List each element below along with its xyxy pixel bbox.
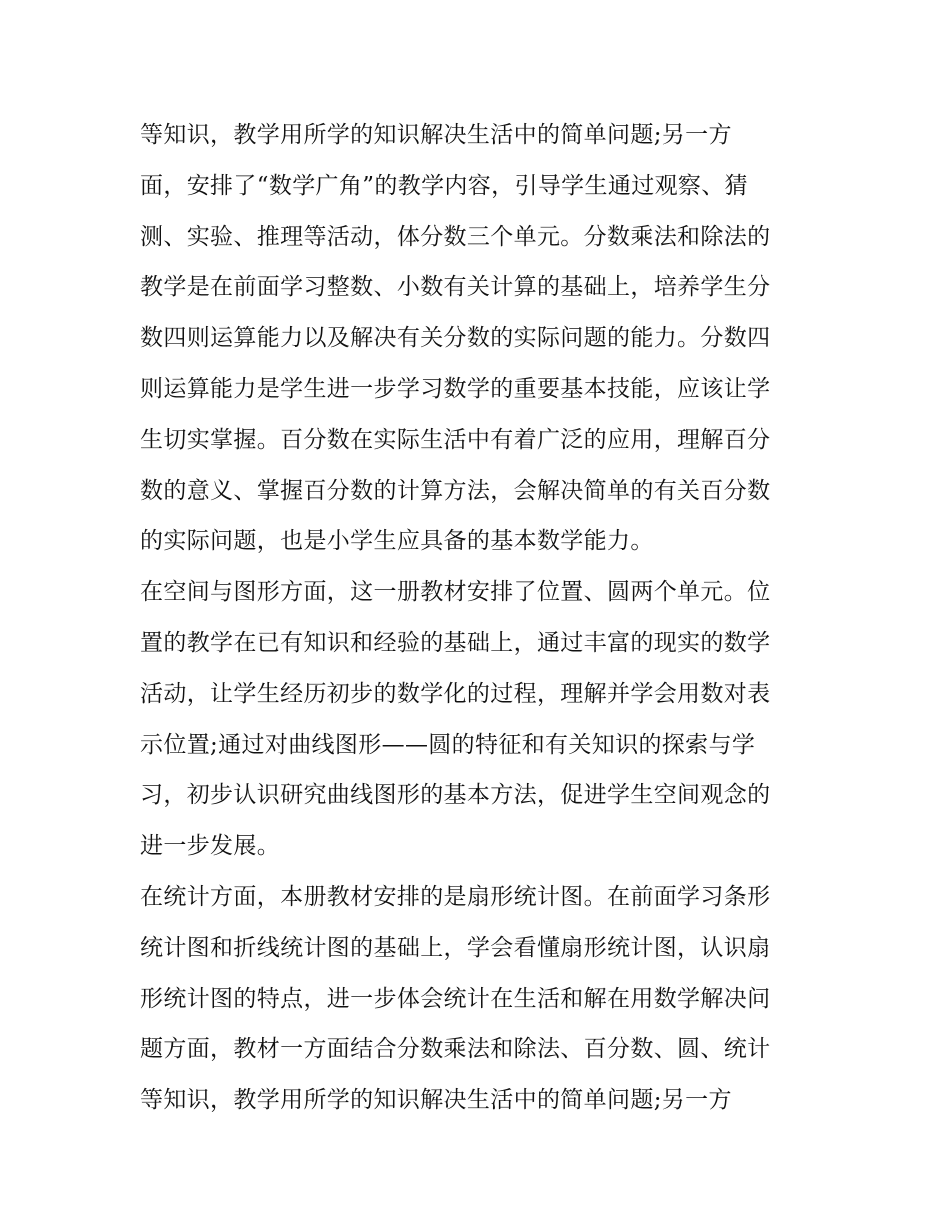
- text-line: 进一步发展。: [140, 833, 281, 860]
- text-line: 等知识，教学用所学的知识解决生活中的简单问题;另一方: [140, 122, 732, 148]
- text-line: 教学是在前面学习整数、小数有关计算的基础上，培养学生分: [140, 274, 771, 301]
- text-line: 在统计方面，本册教材安排的是扇形统计图。在前面学习条形: [140, 883, 771, 910]
- body-text: [140, 110, 820, 1126]
- text-line: 数的意义、掌握百分数的计算方法，会解决简单的有关百分数: [140, 477, 771, 504]
- text-line: 习，初步认识研究曲线图形的基本方法，促进学生空间观念的: [140, 782, 771, 809]
- text-line: 的实际问题，也是小学生应具备的基本数学能力。: [140, 528, 654, 555]
- text-line: 测、实验、推理等活动，体分数三个单元。分数乘法和除法的: [140, 223, 771, 250]
- text-line: 统计图和折线统计图的基础上，学会看懂扇形统计图，认识扇: [140, 934, 771, 961]
- text-line: 生切实掌握。百分数在实际生活中有着广泛的应用，理解百分: [140, 426, 771, 453]
- text-line: 则运算能力是学生进一步学习数学的重要基本技能，应该让学: [140, 375, 771, 402]
- text-line: 数四则运算能力以及解决有关分数的实际问题的能力。分数四: [140, 325, 771, 352]
- text-line: 面，安排了“数学广角”的教学内容，引导学生通过观察、猜: [140, 172, 748, 199]
- text-line: 活动，让学生经历初步的数学化的过程，理解并学会用数对表: [140, 680, 771, 707]
- text-line: 置的教学在已有知识和经验的基础上，通过丰富的现实的数学: [140, 629, 771, 656]
- text-line: 题方面，教材一方面结合分数乘法和除法、百分数、圆、统计: [140, 1036, 771, 1063]
- text-line: 在空间与图形方面，这一册教材安排了位置、圆两个单元。位: [140, 579, 771, 606]
- text-line: 示位置;通过对曲线图形——圆的特征和有关知识的探索与学: [140, 731, 756, 758]
- text-line: 等知识，教学用所学的知识解决生活中的简单问题;另一方: [140, 1087, 732, 1114]
- text-line: 形统计图的特点，进一步体会统计在生活和解在用数学解决问: [140, 985, 771, 1012]
